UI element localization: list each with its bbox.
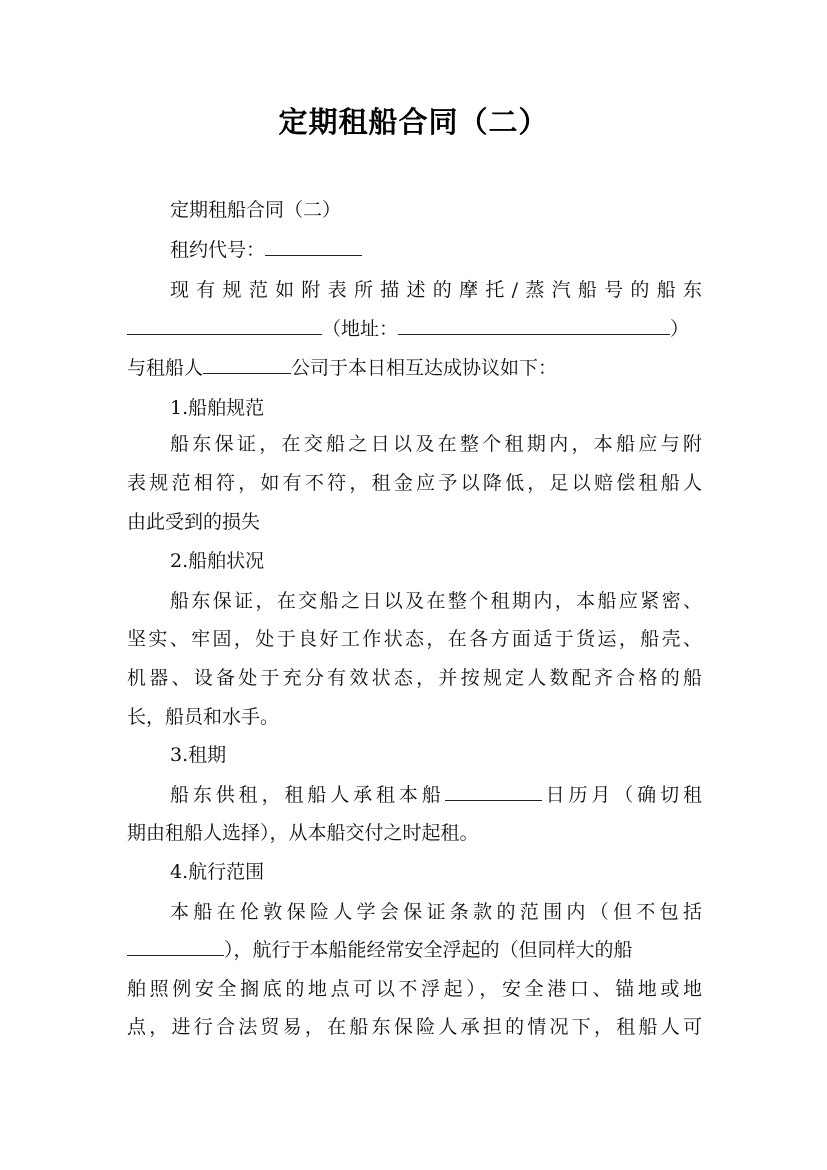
section-4-line-4: 点，进行合法贸易，在船东保险人承担的情况下，租船人可 (127, 1016, 702, 1038)
rental-months-blank (445, 782, 542, 801)
charterer-name-blank (203, 355, 291, 374)
charter-code-label: 租约代号： (170, 239, 266, 261)
section-2-line-3: 机器、设备处于充分有效状态，并按规定人数配齐合格的船 (127, 667, 702, 689)
section-2-line-1: 船东保证，在交船之日以及在整个租期内，本船应紧密、 (170, 590, 702, 612)
section-4-line-3: 舶照例安全搁底的地点可以不浮起），安全港口、锚地或地 (127, 978, 702, 1000)
section-1-line-2: 表规范相符，如有不符，租金应予以降低，足以赔偿租船人 (127, 472, 702, 494)
document-subtitle: 定期租船合同（二） (170, 199, 342, 221)
address-blank (398, 316, 670, 335)
section-4-heading: 4.航行范围 (170, 861, 265, 883)
charter-code-blank (265, 237, 362, 256)
section-2-heading: 2.船舶状况 (170, 550, 265, 572)
owner-name-blank (127, 316, 322, 335)
section-1-heading: 1.船舶规范 (170, 397, 265, 419)
section-3-line-1-b: 日历月（确切租 (541, 784, 702, 806)
preamble-line-3-b: 公司于本日相互达成协议如下： (291, 357, 558, 379)
section-3-line-2: 期由租船人选择），从本船交付之时起租。 (127, 822, 479, 844)
section-4-line-1: 本船在伦敦保险人学会保证条款的范围内（但不包括 (170, 901, 702, 923)
section-2-line-4: 长，船员和水手。 (127, 706, 280, 728)
preamble-line-1: 现有规范如附表所描述的摩托/蒸汽船号的船东 (170, 279, 702, 301)
charter-code-line (170, 236, 702, 264)
preamble-line-3-a: 与租船人 (127, 357, 204, 379)
section-3-heading: 3.租期 (170, 744, 227, 766)
preamble-line-2 (127, 315, 702, 343)
page-title: 定期租船合同（二） (278, 105, 549, 139)
preamble-line-3 (127, 354, 702, 382)
address-open: （地址： (322, 318, 399, 340)
section-3-line-1-a: 船东供租，租船人承租本船 (170, 784, 445, 806)
section-3-line-1 (170, 781, 702, 809)
address-close: ） (670, 318, 690, 340)
section-1-line-3: 由此受到的损失 (127, 511, 261, 533)
section-2-line-2: 坚实、牢固，处于良好工作状态，在各方面适于货运，船壳、 (127, 628, 702, 650)
section-4-line-2 (127, 936, 702, 964)
excluded-area-blank (127, 937, 224, 956)
section-4-line-2-b: ），航行于本船能经常安全浮起的（但同样大的船 (224, 939, 633, 961)
section-1-line-1: 船东保证，在交船之日以及在整个租期内，本船应与附 (170, 433, 702, 455)
